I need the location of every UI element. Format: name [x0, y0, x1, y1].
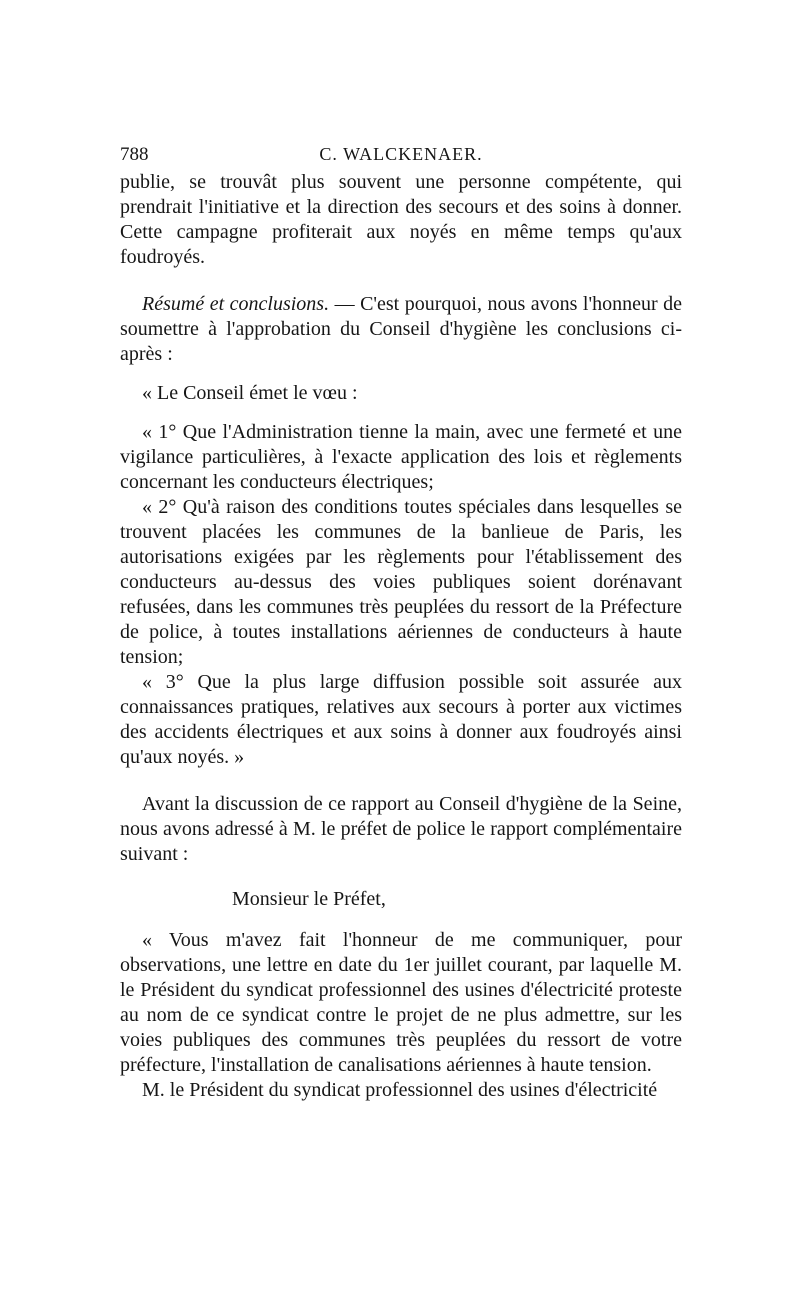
paragraph-conclusion-1: « 1° Que l'Administration tienne la main, avec une fermeté et une vigilance particulières, à l'exacte application des lois et règlements concernant les conducteurs électriques; — [120, 421, 682, 493]
running-head: C. WALCKENAER. — [319, 144, 483, 164]
summary-text: — C'est pourquoi, nous avons l'honneur de soumettre à l'approbation du Conseil d'hygiène les conclusions ci-après : — [120, 293, 682, 365]
paragraph-summary — [120, 292, 682, 367]
paragraph-conclusion-3: « 3° Que la plus large diffusion possible soit assurée aux connaissances pratiques, relatives aux secours à porter aux victimes des accidents électriques et aux soins à donner aux foudroyés ainsi qu'aux noyés. » — [120, 671, 682, 768]
paragraph-before-discussion: Avant la discussion de ce rapport au Conseil d'hygiène de la Seine, nous avons adressé à M. le préfet de police le rapport complémentaire suivant : — [120, 793, 682, 865]
salutation: Monsieur le Préfet, — [232, 888, 386, 910]
paragraph-letter: « Vous m'avez fait l'honneur de me communiquer, pour observations, une lettre en date du 1er juillet courant, par laquelle M. le Président du syndicat professionnel des usines d'électricité proteste au nom de ce syndicat contre le projet de ne plus admettre, sur les voies publiques des communes très peuplées du ressort de votre préfecture, l'installation de canalisations aériennes à haute tension. — [120, 929, 682, 1076]
page-header — [120, 140, 682, 170]
paragraph-conclusion-2: « 2° Qu'à raison des conditions toutes spéciales dans lesquelles se trouvent placées les communes de la banlieue de Paris, les autorisations exigées par les règlements pour l'établissement des conducteurs au-dessus des voies publiques soient dorénavant refusées, dans les communes très peuplées du ressort de la Préfecture de police, à toutes installations aériennes de conducteurs à haute tension; — [120, 496, 682, 668]
page-number: 788 — [120, 144, 149, 165]
paragraph-council-wish: « Le Conseil émet le vœu : — [142, 382, 358, 404]
document-page — [120, 140, 682, 1103]
paragraph-intro: publie, se trouvât plus souvent une personne compétente, qui prendrait l'initiative et la direction des secours et des soins à donner. Cette campagne profiterait aux noyés en même temps qu'aux foudroyés. — [120, 171, 682, 268]
summary-heading: Résumé et conclusions. — [142, 293, 330, 315]
paragraph-president: M. le Président du syndicat professionnel des usines d'électricité — [142, 1079, 658, 1101]
